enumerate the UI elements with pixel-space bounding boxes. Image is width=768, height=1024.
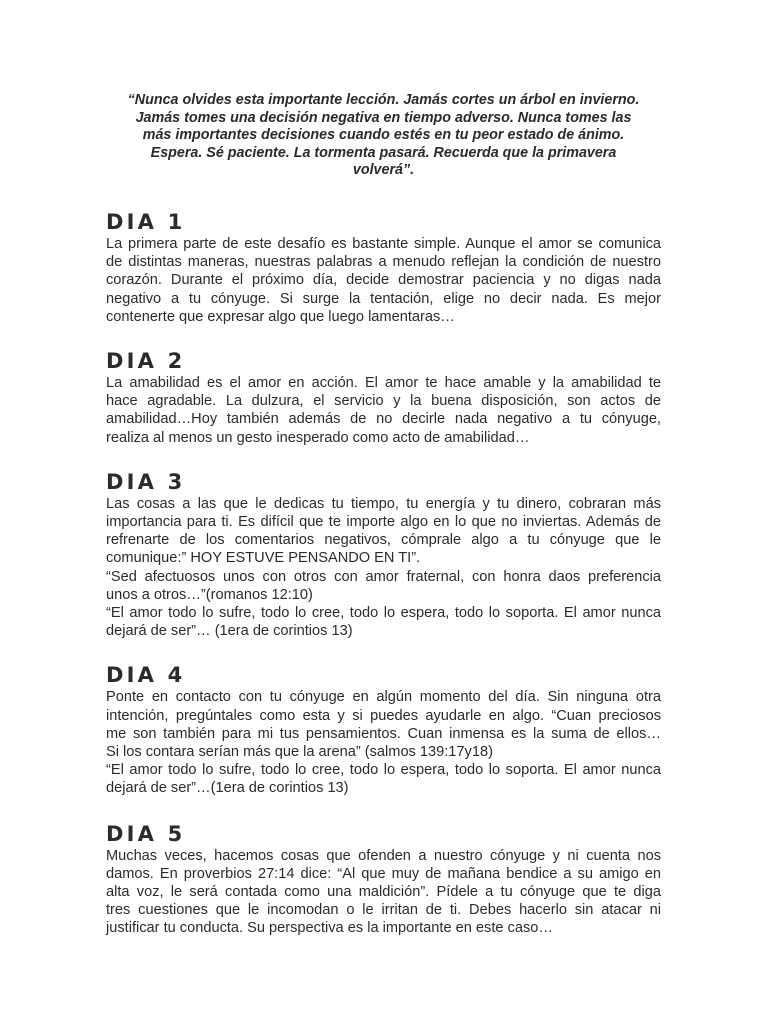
quote-line: Jamás tomes una decisión negativa en tiempo adverso. Nunca tomes las — [135, 109, 632, 126]
paragraph-line: La amabilidad es el amor en acción. El amor te hace amable y la amabilidad te — [106, 374, 661, 391]
paragraph-line: amabilidad…Hoy también además de no decirle nada negativo a tu cónyuge, — [106, 411, 661, 428]
paragraph-line: corazón. Durante el próximo día, decide demostrar paciencia y no digas nada — [106, 272, 661, 289]
day-paragraph — [106, 495, 661, 641]
paragraph-line: unos a otros…”(romanos 12:10) — [106, 586, 313, 603]
paragraph-line: importancia para ti. Es difícil que te importe algo en lo que no inviertas. Además de — [106, 514, 661, 530]
day-heading: DIA 3 — [106, 469, 186, 494]
day-paragraph — [106, 235, 661, 326]
day-paragraph — [106, 847, 661, 938]
paragraph-line: Ponte en contacto con tu cónyuge en algún momento del día. Sin ninguna otra — [106, 689, 661, 706]
paragraph-line: “El amor todo lo sufre, todo lo cree, todo lo espera, todo lo soporta. El amor nunca — [106, 762, 661, 779]
quote-line: más importantes decisiones cuando estés en tu peor estado de ánimo. — [142, 127, 625, 144]
quote-line: Espera. Sé paciente. La tormenta pasará. Recuerda que la primavera — [150, 144, 617, 161]
paragraph-line: La primera parte de este desafío es bastante simple. Aunque el amor se comunica — [106, 235, 661, 252]
paragraph-line: dejará de ser”… (1era de corintios 13) — [106, 623, 353, 640]
paragraph-line: Las cosas a las que le dedicas tu tiempo, tu energía y tu dinero, cobraran más — [106, 495, 661, 512]
day-paragraph — [106, 688, 661, 797]
paragraph-line: Si los contara serían más que la arena” (salmos 139:17y18) — [106, 744, 493, 761]
day-heading: DIA 2 — [106, 348, 186, 373]
paragraph-line: me son también para mi tus pensamientos. Cuan inmensa es la suma de ellos… — [106, 725, 661, 742]
paragraph-line: hace agradable. La dulzura, el servicio y la buena disposición, son actos de — [106, 393, 661, 410]
day-section-1 — [106, 209, 661, 326]
paragraph-line: justificar tu conducta. Su perspectiva es la importante en este caso… — [106, 920, 553, 937]
paragraph-line: dejará de ser”…(1era de corintios 13) — [106, 780, 349, 797]
document-page — [106, 92, 661, 938]
quote-line: “Nunca olvides esta importante lección. Jamás cortes un árbol en invierno. — [127, 92, 640, 108]
intro-quote — [106, 92, 661, 180]
paragraph-line: tres cuestiones que le incomodan o le irritan de ti. Debes hacerlo sin atacar ni — [106, 902, 661, 919]
paragraph-line: Muchas veces, hacemos cosas que ofenden a nuestro cónyuge y ni cuenta nos — [106, 847, 661, 864]
day-section-4 — [106, 662, 661, 797]
day-heading: DIA 5 — [106, 821, 186, 846]
day-heading: DIA 1 — [106, 209, 186, 234]
day-heading: DIA 4 — [106, 663, 186, 688]
paragraph-line: refrenarte de los comentarios negativos, cómprale algo a tu cónyuge que le — [106, 532, 661, 549]
paragraph-line: intención, pregúntales como esta y si puedes ayudarle en algo. “Cuan preciosos — [106, 707, 661, 724]
day-section-2 — [106, 348, 661, 447]
day-section-5 — [106, 821, 661, 938]
paragraph-line: negativo a tu cónyuge. Si surge la tentación, elige no decir nada. Es mejor — [106, 290, 661, 307]
paragraph-line: realiza al menos un gesto inesperado como acto de amabilidad… — [106, 429, 530, 446]
paragraph-line: “Sed afectuosos unos con otros con amor fraternal, con honra daos preferencia — [106, 568, 661, 585]
paragraph-line: contenerte que expresar algo que luego lamentaras… — [106, 308, 455, 325]
paragraph-line: comunique:” HOY ESTUVE PENSANDO EN TI”. — [106, 550, 421, 567]
paragraph-line: alta voz, le será contada como una maldición”. Pídele a tu cónyuge que te diga — [106, 884, 661, 901]
quote-line: volverá”. — [352, 162, 415, 179]
paragraph-line: de distintas maneras, nuestras palabras a menudo reflejan la condición de nuestro — [106, 254, 661, 271]
day-paragraph — [106, 374, 661, 447]
day-section-3 — [106, 469, 661, 641]
paragraph-line: “El amor todo lo sufre, todo lo cree, todo lo espera, todo lo soporta. El amor nunca — [106, 605, 661, 622]
paragraph-line: damos. En proverbios 27:14 dice: “Al que muy de mañana bendice a su amigo en — [106, 865, 661, 882]
